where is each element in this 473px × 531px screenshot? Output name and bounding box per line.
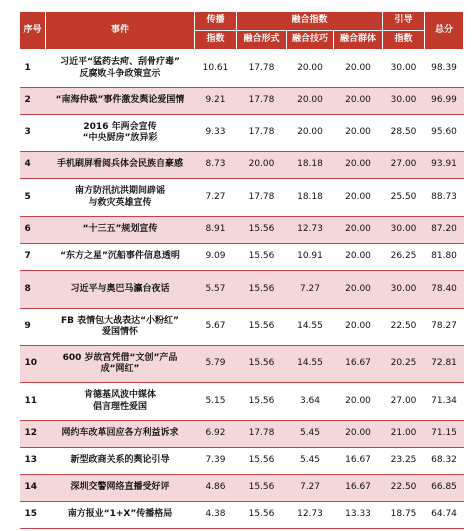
row-fusion-tech: 5.45 [287,448,334,475]
table-row [20,217,464,244]
row-event [46,244,195,271]
header-fusion-group: 融合群体 [334,31,383,50]
row-event [46,475,195,502]
row-guide: 30.00 [383,271,425,309]
row-spread: 9.21 [195,88,237,115]
row-fusion-group: 20.00 [334,383,383,421]
row-fusion-form: 15.56 [237,448,287,475]
ranking-table [19,11,464,529]
header-index: 序号 [20,12,46,50]
table-row [20,309,464,346]
row-guide: 27.00 [383,383,425,421]
row-fusion-group: 16.67 [334,475,383,502]
event-line: “南海仲裁”事件激发舆论爱国情 [55,95,185,106]
row-guide: 23.25 [383,448,425,475]
event-line: 新型政商关系的舆论引导 [70,455,170,466]
row-index: 1 [20,50,46,88]
row-spread: 5.67 [195,309,237,346]
row-index: 3 [20,115,46,152]
table-row [20,383,464,421]
row-spread: 6.92 [195,421,237,448]
row-fusion-tech: 3.64 [287,383,334,421]
event-line: FB 表情包大战表达“小粉红” [61,315,179,326]
row-index: 4 [20,152,46,179]
row-index: 2 [20,88,46,115]
row-fusion-tech: 12.73 [287,217,334,244]
row-fusion-form: 17.78 [237,179,287,217]
row-index: 6 [20,217,46,244]
row-fusion-form: 15.56 [237,383,287,421]
row-total: 64.74 [425,502,464,529]
header-fusion-form: 融合形式 [237,31,287,50]
header-total: 总分 [425,12,464,50]
row-fusion-form: 20.00 [237,152,287,179]
row-fusion-group: 20.00 [334,217,383,244]
row-fusion-group: 16.67 [334,346,383,383]
table-row [20,50,464,88]
row-spread: 9.09 [195,244,237,271]
event-line: 600 岁故宫凭借“文创”产品 [62,352,178,363]
row-fusion-tech: 14.55 [287,346,334,383]
row-guide: 18.75 [383,502,425,529]
row-total: 96.99 [425,88,464,115]
table-body [20,50,464,529]
row-index: 7 [20,244,46,271]
row-fusion-group: 20.00 [334,88,383,115]
event-line: 网约车改革回应各方利益诉求 [61,428,179,439]
row-spread: 4.86 [195,475,237,502]
row-fusion-form: 15.56 [237,346,287,383]
table-row [20,448,464,475]
event-line: 习近平“猛药去疴、刮骨疗毒” [60,57,180,68]
event-line: 爱国情怀 [101,327,138,337]
event-line: “十三五”规划宣传 [82,224,158,235]
row-index: 5 [20,179,46,217]
row-total: 72.81 [425,346,464,383]
row-event [46,217,195,244]
row-total: 98.39 [425,50,464,88]
row-spread: 5.57 [195,271,237,309]
table-header [20,12,464,50]
row-fusion-tech: 14.55 [287,309,334,346]
table-row [20,179,464,217]
row-guide: 21.00 [383,421,425,448]
row-total: 87.20 [425,217,464,244]
header-guide: 引导 [383,12,425,31]
row-total: 88.73 [425,179,464,217]
row-total: 78.40 [425,271,464,309]
row-fusion-group: 20.00 [334,421,383,448]
table-row [20,244,464,271]
row-total: 93.91 [425,152,464,179]
row-event [46,271,195,309]
row-index: 14 [20,475,46,502]
header-fusion-tech: 融合技巧 [287,31,334,50]
row-spread: 9.33 [195,115,237,152]
row-fusion-group: 16.67 [334,448,383,475]
row-total: 81.80 [425,244,464,271]
row-fusion-form: 15.56 [237,475,287,502]
row-guide: 22.50 [383,309,425,346]
row-total: 71.15 [425,421,464,448]
row-fusion-form: 17.78 [237,88,287,115]
row-index: 9 [20,309,46,346]
event-line: 深圳交警网络直播受好评 [70,482,170,493]
header-spread: 传播 [195,12,237,31]
row-guide: 30.00 [383,217,425,244]
row-fusion-group: 20.00 [334,115,383,152]
row-fusion-tech: 20.00 [287,115,334,152]
event-line: 南方报业“1+X”传播格局 [67,509,173,520]
row-event [46,179,195,217]
row-index: 15 [20,502,46,529]
row-index: 8 [20,271,46,309]
table-row [20,421,464,448]
row-spread: 5.15 [195,383,237,421]
row-fusion-form: 15.56 [237,244,287,271]
row-total: 95.60 [425,115,464,152]
row-spread: 8.91 [195,217,237,244]
row-guide: 30.00 [383,50,425,88]
row-fusion-tech: 7.27 [287,475,334,502]
row-event [46,383,195,421]
row-guide: 26.25 [383,244,425,271]
table-row [20,346,464,383]
row-fusion-form: 17.78 [237,115,287,152]
row-guide: 25.50 [383,179,425,217]
row-total: 71.34 [425,383,464,421]
row-event [46,115,195,152]
row-spread: 10.61 [195,50,237,88]
row-total: 78.27 [425,309,464,346]
row-event [46,50,195,88]
row-spread: 7.39 [195,448,237,475]
table-row [20,152,464,179]
row-spread: 5.79 [195,346,237,383]
row-index: 11 [20,383,46,421]
header-spread-sub: 指数 [195,31,237,50]
row-fusion-group: 20.00 [334,309,383,346]
row-total: 66.85 [425,475,464,502]
row-fusion-form: 17.78 [237,50,287,88]
row-event [46,309,195,346]
row-guide: 20.25 [383,346,425,383]
table-row [20,88,464,115]
event-line: 南方防汛抗洪期间辟谣 [74,186,165,197]
row-fusion-form: 15.56 [237,217,287,244]
row-fusion-tech: 20.00 [287,88,334,115]
row-fusion-tech: 5.45 [287,421,334,448]
row-spread: 7.27 [195,179,237,217]
table-row [20,271,464,309]
row-fusion-group: 13.33 [334,502,383,529]
row-fusion-form: 15.56 [237,271,287,309]
event-line: “中央厨房”放异彩 [82,133,158,143]
event-line: 反腐败斗争政策宣示 [79,68,161,79]
header-event: 事件 [46,12,195,50]
row-fusion-group: 20.00 [334,50,383,88]
row-fusion-group: 20.00 [334,179,383,217]
row-fusion-group: 20.00 [334,244,383,271]
table-row [20,502,464,529]
row-fusion-form: 15.56 [237,502,287,529]
event-line: “东方之星”沉船事件信息透明 [60,251,180,262]
row-spread: 8.73 [195,152,237,179]
event-line: 倡言理性爱国 [92,401,147,412]
header-fusion: 融合指数 [237,12,383,31]
event-line: 成“网红” [100,364,140,374]
row-guide: 30.00 [383,88,425,115]
row-fusion-tech: 18.18 [287,179,334,217]
header-guide-sub: 指数 [383,31,425,50]
row-fusion-tech: 20.00 [287,50,334,88]
row-event [46,502,195,529]
event-line: 2016 年两会宣传 [83,121,157,132]
row-event [46,152,195,179]
row-guide: 28.50 [383,115,425,152]
event-line: 习近平与奥巴马瀛台夜话 [70,283,170,294]
row-event [46,448,195,475]
row-fusion-tech: 10.91 [287,244,334,271]
row-guide: 27.00 [383,152,425,179]
event-line: 与救灾英雄宣传 [88,197,152,208]
row-index: 10 [20,346,46,383]
row-event [46,88,195,115]
row-fusion-form: 15.56 [237,309,287,346]
row-fusion-tech: 7.27 [287,271,334,309]
row-total: 68.32 [425,448,464,475]
row-fusion-group: 20.00 [334,152,383,179]
row-event [46,421,195,448]
table-row [20,115,464,152]
row-fusion-tech: 18.18 [287,152,334,179]
row-index: 13 [20,448,46,475]
event-line: 手机刷屏看阅兵体会民族自豪感 [56,159,183,170]
row-event [46,346,195,383]
row-spread: 4.38 [195,502,237,529]
table-row [20,475,464,502]
row-fusion-form: 17.78 [237,421,287,448]
row-index: 12 [20,421,46,448]
row-guide: 22.50 [383,475,425,502]
row-fusion-tech: 12.73 [287,502,334,529]
row-fusion-group: 20.00 [334,271,383,309]
event-line: 肯德基风波中媒体 [83,390,156,401]
